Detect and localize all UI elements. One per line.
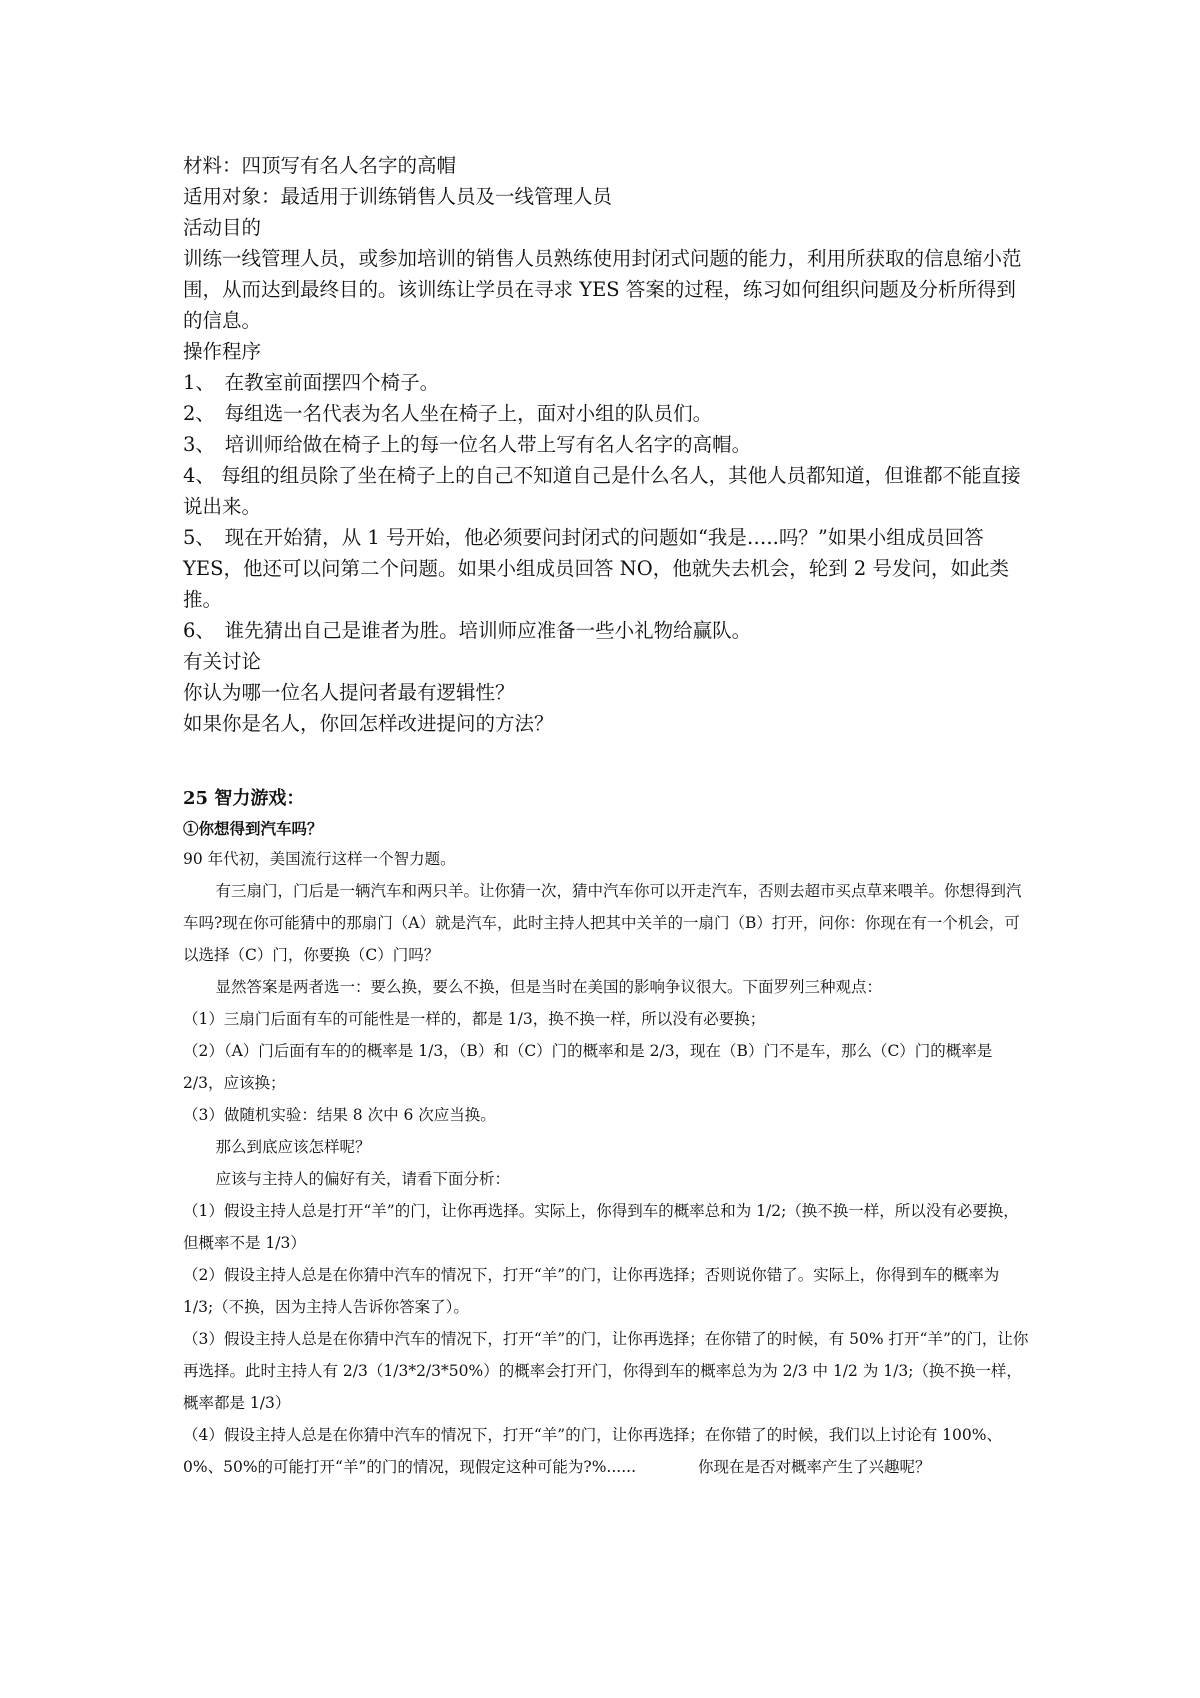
paragraph: 应该与主持人的偏好有关，请看下面分析：	[215, 1170, 511, 1188]
section-heading: 25 智力游戏：	[183, 788, 305, 809]
section-gap	[183, 739, 1033, 783]
procedure-step-6: 6、 谁先猜出自己是谁者为胜。培训师应准备一些小礼物给赢队。	[183, 619, 752, 642]
paragraph: （4）假设主持人总是在你猜中汽车的情况下，打开“羊”的门，让你再选择；在你错了的时候，我们以上讨论有 100%、0%、50%的可能打开“羊”的门的情况，现假定这种可能为?%...... 你现在是否对概率产生了兴趣呢？	[183, 1426, 1002, 1476]
paragraph: （1）三扇门后面有车的可能性是一样的，都是 1/3，换不换一样，所以没有必要换；	[183, 1010, 766, 1028]
training-activity-section	[183, 150, 1033, 739]
purpose-paragraph: 训练一线管理人员，或参加培训的销售人员熟练使用封闭式问题的能力，利用所获取的信息缩小范围，从而达到最终目的。该训练让学员在寻求 YES 答案的过程，练习如何组织问题及分析所得到的信息。	[183, 247, 1022, 332]
discussion-question-2: 如果你是名人，你回怎样改进提问的方法？	[183, 712, 554, 735]
discussion-question-1: 你认为哪一位名人提问者最有逻辑性？	[183, 681, 515, 704]
paragraph: （3）假设主持人总是在你猜中汽车的情况下，打开“羊”的门，让你再选择；在你错了的时候，有 50% 打开“羊”的门，让你再选择。此时主持人有 2/3（1/3*2/3*50%）的概率会打开门，你得到车的概率总为为 2/3 中 1/2 为 1/3;（换不换一样，概率都是 1/3）	[183, 1330, 1029, 1412]
puzzle-section	[183, 783, 1033, 1483]
procedure-step-5: 5、 现在开始猜，从 1 号开始，他必须要问封闭式的问题如“我是…..吗？”如果小组成员回答 YES，他还可以问第二个问题。如果小组成员回答 NO，他就失去机会，轮到 2 号发问，如此类推。	[183, 526, 1010, 611]
procedure-step-4: 4、 每组的组员除了坐在椅子上的自己不知道自己是什么名人，其他人员都知道，但谁都不能直接说出来。	[183, 464, 1021, 518]
procedure-step-3: 3、 培训师给做在椅子上的每一位名人带上写有名人名字的高帽。	[183, 433, 752, 456]
paragraph: 那么到底应该怎样呢？	[215, 1138, 371, 1156]
paragraph: 显然答案是两者选一：要么换，要么不换，但是当时在美国的影响争议很大。下面罗列三种观点：	[215, 978, 883, 996]
paragraph: 90 年代初，美国流行这样一个智力题。	[183, 850, 456, 868]
section-subheading: ①你想得到汽车吗？	[183, 819, 323, 838]
discussion-heading: 有关讨论	[183, 650, 262, 673]
procedure-step-1: 1、 在教室前面摆四个椅子。	[183, 371, 440, 394]
paragraph: （2）假设主持人总是在你猜中汽车的情况下，打开“羊”的门，让你再选择；否则说你错了。实际上，你得到车的概率为 1/3;（不换，因为主持人告诉你答案了）。	[183, 1266, 1005, 1316]
procedure-step-2: 2、 每组选一名代表为名人坐在椅子上，面对小组的队员们。	[183, 402, 713, 425]
target-audience-line: 适用对象：最适用于训练销售人员及一线管理人员	[183, 185, 613, 208]
purpose-heading: 活动目的	[183, 216, 262, 239]
procedure-heading: 操作程序	[183, 340, 262, 363]
paragraph: （1）假设主持人总是打开“羊”的门，让你再选择。实际上，你得到车的概率总和为 1/2;（换不换一样，所以没有必要换，但概率不是 1/3）	[183, 1202, 1019, 1252]
puzzle-body	[183, 843, 1033, 1483]
paragraph: （2）（A）门后面有车的的概率是 1/3，（B）和（C）门的概率和是 2/3，现在（B）门不是车，那么（C）门的概率是 2/3，应该换；	[183, 1042, 998, 1092]
paragraph: （3）做随机实验：结果 8 次中 6 次应当换。	[183, 1106, 496, 1124]
paragraph: 有三扇门，门后是一辆汽车和两只羊。让你猜一次，猜中汽车你可以开走汽车，否则去超市买点草来喂羊。你想得到汽车吗?现在你可能猜中的那扇门（A）就是汽车，此时主持人把其中关羊的一扇门（B）打开，问你：你现在有一个机会，可以选择（C）门，你要换（C）门吗？	[183, 882, 1022, 964]
materials-line: 材料：四顶写有名人名字的高帽	[183, 154, 457, 177]
document-page	[183, 150, 1033, 1483]
